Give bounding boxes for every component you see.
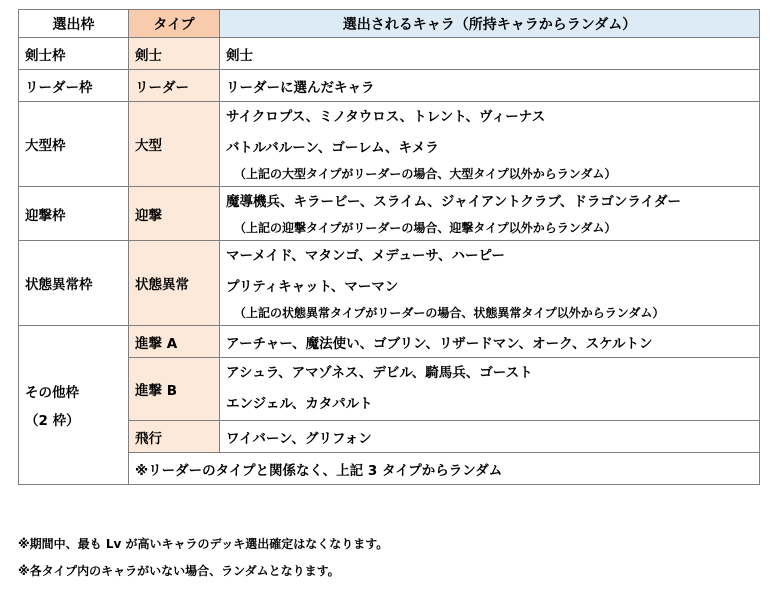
header-type: タイプ [129, 10, 220, 38]
frame-cell: 大型枠 [19, 102, 129, 187]
frame-cell: 剣士枠 [19, 38, 129, 70]
chars-cell [220, 358, 760, 421]
frame-cell: リーダー枠 [19, 70, 129, 102]
type-cell: 進撃 B [129, 358, 220, 421]
type-cell: 剣士 [129, 38, 220, 70]
chars-line: アシュラ、アマゾネス、デビル、騎馬兵、ゴースト [226, 365, 533, 381]
row-other-shingeki-a [19, 326, 760, 358]
type-cell: 進撃 A [129, 326, 220, 358]
chars-note: （上記の大型タイプがリーダーの場合、大型タイプ以外からランダム） [234, 167, 617, 181]
chars-cell [220, 241, 760, 326]
frame-label: その他枠 [25, 385, 79, 401]
selection-table [18, 9, 760, 485]
frame-cell-other [19, 326, 129, 485]
type-cell: リーダー [129, 70, 220, 102]
chars-cell [220, 187, 760, 241]
chars-line: エンジェル、カタパルト [226, 396, 373, 412]
chars-line: プリティキャット、マーマン [226, 279, 399, 295]
other-note-cell: ※リーダーのタイプと関係なく、上記 3 タイプからランダム [129, 453, 760, 485]
footnote: ※各タイプ内のキャラがいない場合、ランダムとなります。 [18, 564, 340, 578]
row-other-note [19, 453, 760, 485]
row-other-hikou [19, 421, 760, 453]
header-frame: 選出枠 [19, 10, 129, 38]
type-cell: 飛行 [129, 421, 220, 453]
frame-cell: 状態異常枠 [19, 241, 129, 326]
type-cell: 状態異常 [129, 241, 220, 326]
frame-cell: 迎撃枠 [19, 187, 129, 241]
row-kenshi [19, 38, 760, 70]
row-ogata [19, 102, 760, 187]
chars-line: バトルバルーン、ゴーレム、キメラ [226, 140, 439, 156]
chars-note: （上記の迎撃タイプがリーダーの場合、迎撃タイプ以外からランダム） [234, 221, 617, 235]
header-chars: 選出されるキャラ（所持キャラからランダム） [220, 10, 760, 38]
chars-note: （上記の状態異常タイプがリーダーの場合、状態異常タイプ以外からランダム） [234, 306, 665, 320]
chars-line: マーメイド、マタンゴ、メデューサ、ハーピー [226, 248, 505, 264]
chars-line: サイクロプス、ミノタウロス、トレント、ヴィーナス [226, 109, 546, 125]
row-joutai [19, 241, 760, 326]
chars-cell: 剣士 [220, 38, 760, 70]
header-row [19, 10, 760, 38]
chars-cell [220, 102, 760, 187]
row-other-shingeki-b [19, 358, 760, 421]
type-cell: 大型 [129, 102, 220, 187]
chars-line: 魔導機兵、キラービー、スライム、ジャイアントクラブ、ドラゴンライダー [226, 194, 681, 210]
footnote: ※期間中、最も Lv が高いキャラのデッキ選出確定はなくなります。 [18, 537, 389, 551]
frame-sub-label: （2 枠） [25, 413, 80, 429]
row-geigeki [19, 187, 760, 241]
chars-cell: ワイバーン、グリフォン [220, 421, 760, 453]
type-cell: 迎撃 [129, 187, 220, 241]
chars-cell: アーチャー、魔法使い、ゴブリン、リザードマン、オーク、スケルトン [220, 326, 760, 358]
row-leader [19, 70, 760, 102]
chars-cell: リーダーに選んだキャラ [220, 70, 760, 102]
